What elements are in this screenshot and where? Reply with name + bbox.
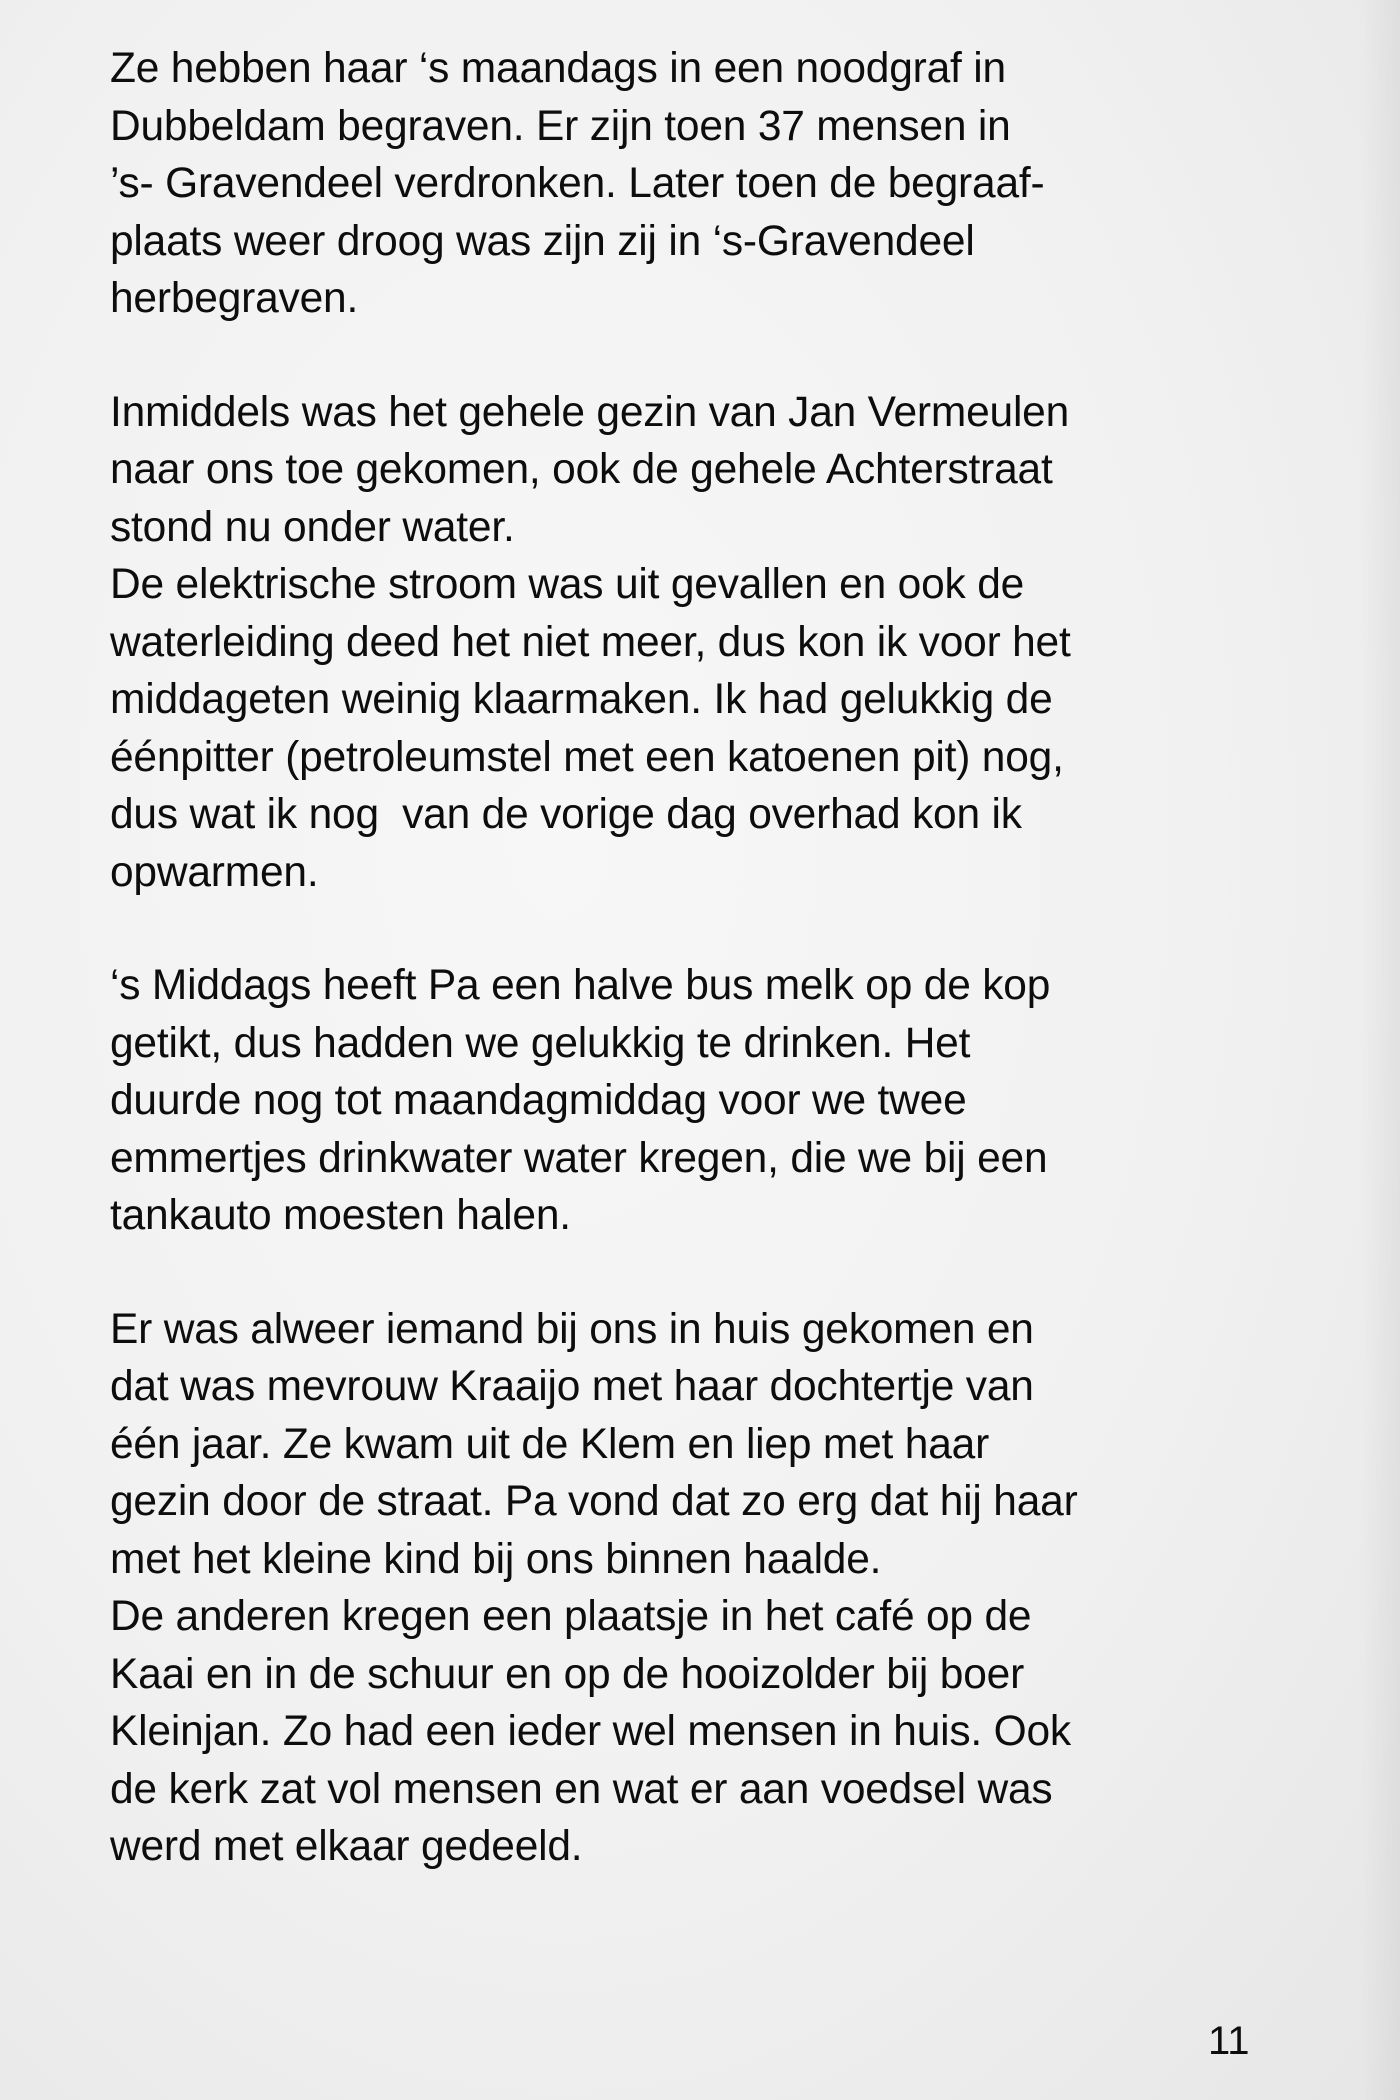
paragraph-gap — [110, 1245, 1310, 1301]
text-line: naar ons toe gekomen, ook de gehele Achterstraat — [110, 446, 1053, 493]
text-line: Er was alweer iemand bij ons in huis gekomen en — [110, 1305, 1034, 1353]
paragraph-gap — [110, 901, 1310, 957]
text-line: duurde nog tot maandagmiddag voor we twee — [110, 1077, 967, 1124]
text-line: De elektrische stroom was uit gevallen en ook de — [110, 561, 1025, 608]
text-line: éénpitter (petroleumstel met een katoenen pit) nog, — [110, 733, 1064, 781]
page-edge-shade — [1360, 0, 1400, 2100]
text-line: Kleinjan. Zo had een ieder wel mensen in huis. Ook — [110, 1708, 1071, 1755]
text-line: opwarmen. — [110, 848, 319, 896]
body-text — [110, 40, 1310, 1876]
paragraph-gap — [110, 328, 1310, 384]
text-line: één jaar. Ze kwam uit de Klem en liep met haar — [110, 1420, 990, 1468]
paragraph — [110, 40, 1310, 328]
text-line: plaats weer droog was zijn zij in ‘s-Gravendeel — [110, 217, 975, 265]
paragraph — [110, 957, 1310, 1245]
text-line: waterleiding deed het niet meer, dus kon ik voor het — [110, 618, 1071, 666]
text-line: ’s- Gravendeel verdronken. Later toen de begraaf- — [110, 160, 1045, 207]
paragraph — [110, 384, 1310, 902]
text-line: Kaai en in de schuur en op de hooizolder bij boer — [110, 1650, 1025, 1698]
text-line: Dubbeldam begraven. Er zijn toen 37 mensen in — [110, 102, 1011, 150]
text-line: emmertjes drinkwater water kregen, die we bij een — [110, 1134, 1048, 1182]
text-line: middageten weinig klaarmaken. Ik had gelukkig de — [110, 676, 1053, 723]
text-line: Inmiddels was het gehele gezin van Jan Vermeulen — [110, 388, 1070, 436]
text-line: dat was mevrouw Kraaijo met haar dochtertje van — [110, 1363, 1034, 1410]
text-line: Ze hebben haar ‘s maandags in een noodgraf in — [110, 45, 1006, 92]
page-number: 11 — [1208, 2019, 1250, 2063]
paragraph — [110, 1301, 1310, 1876]
text-line: getikt, dus hadden we gelukkig te drinken. Het — [110, 1019, 971, 1067]
text-line: dus wat ik nog van de vorige dag overhad kon ik — [110, 791, 1022, 838]
text-line: werd met elkaar gedeeld. — [110, 1823, 583, 1870]
text-line: tankauto moesten halen. — [110, 1192, 571, 1239]
text-line: ‘s Middags heeft Pa een halve bus melk op de kop — [110, 962, 1051, 1009]
text-line: met het kleine kind bij ons binnen haalde. — [110, 1535, 882, 1583]
text-line: De anderen kregen een plaatsje in het café op de — [110, 1593, 1032, 1640]
text-line: gezin door de straat. Pa vond dat zo erg dat hij haar — [110, 1478, 1078, 1525]
text-line: de kerk zat vol mensen en wat er aan voedsel was — [110, 1765, 1053, 1813]
text-line: stond nu onder water. — [110, 503, 515, 551]
text-line: herbegraven. — [110, 275, 359, 322]
